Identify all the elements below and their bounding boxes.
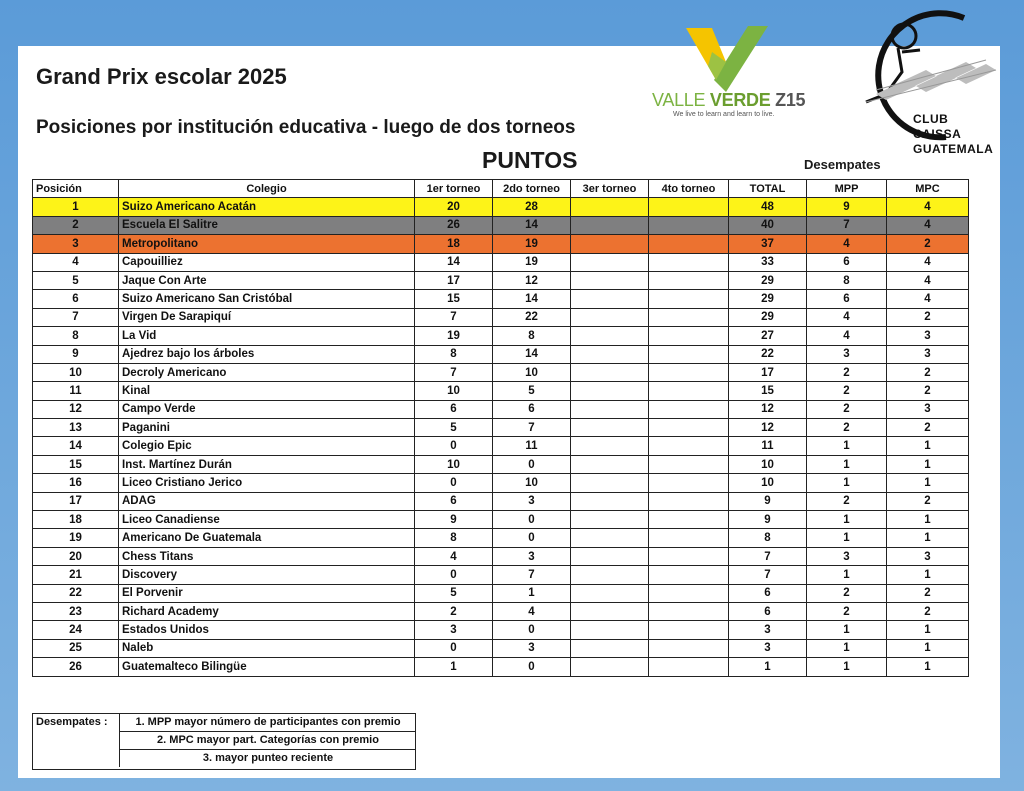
table-row [33, 474, 969, 492]
table-cell: 20 [415, 198, 493, 216]
table-cell [571, 271, 649, 289]
table-cell: 1 [887, 511, 969, 529]
table-cell: 7 [493, 419, 571, 437]
table-cell: 17 [33, 492, 119, 510]
school-name-cell: Guatemalteco Bilingüe [119, 658, 415, 676]
table-cell [649, 271, 729, 289]
school-name-cell: Ajedrez bajo los árboles [119, 345, 415, 363]
table-cell: 1 [729, 658, 807, 676]
school-name-cell: Paganini [119, 419, 415, 437]
table-cell: 5 [415, 419, 493, 437]
table-cell: 4 [807, 235, 887, 253]
school-name-cell: Suizo Americano Acatán [119, 198, 415, 216]
table-cell: 3 [887, 327, 969, 345]
table-row [33, 271, 969, 289]
table-row [33, 253, 969, 271]
caissa-line-1: CLUB [913, 112, 949, 126]
table-cell: 4 [887, 290, 969, 308]
school-name-cell: Escuela El Salitre [119, 216, 415, 234]
table-cell: 7 [415, 308, 493, 326]
school-name-cell: Naleb [119, 639, 415, 657]
table-cell: 6 [415, 400, 493, 418]
table-cell [571, 511, 649, 529]
table-cell: 9 [729, 511, 807, 529]
table-row [33, 382, 969, 400]
table-cell [649, 474, 729, 492]
table-cell [571, 547, 649, 565]
table-cell: 2 [807, 400, 887, 418]
table-cell: 2 [33, 216, 119, 234]
school-name-cell: Discovery [119, 566, 415, 584]
table-cell: 1 [807, 621, 887, 639]
table-cell: 6 [807, 253, 887, 271]
table-cell: 0 [493, 529, 571, 547]
table-cell: 4 [807, 327, 887, 345]
table-cell: 3 [493, 547, 571, 565]
standings-table [32, 179, 969, 677]
table-row [33, 308, 969, 326]
table-cell: 2 [807, 584, 887, 602]
table-cell: 33 [729, 253, 807, 271]
table-cell: 5 [493, 382, 571, 400]
table-cell: 1 [807, 455, 887, 473]
table-cell: 0 [415, 639, 493, 657]
table-row [33, 658, 969, 676]
table-cell: 0 [415, 437, 493, 455]
table-cell [571, 529, 649, 547]
table-cell: 1 [415, 658, 493, 676]
table-cell: 12 [33, 400, 119, 418]
table-cell: 14 [415, 253, 493, 271]
table-cell [571, 658, 649, 676]
table-cell [571, 419, 649, 437]
table-cell: 26 [33, 658, 119, 676]
school-name-cell: Colegio Epic [119, 437, 415, 455]
table-cell: 4 [887, 216, 969, 234]
table-cell: 1 [807, 437, 887, 455]
table-row [33, 621, 969, 639]
table-cell: 6 [33, 290, 119, 308]
table-cell [649, 308, 729, 326]
table-cell [571, 290, 649, 308]
page-title: Grand Prix escolar 2025 [36, 64, 287, 89]
table-cell: 7 [729, 547, 807, 565]
table-cell: 10 [33, 363, 119, 381]
table-cell: 3 [33, 235, 119, 253]
table-cell [649, 529, 729, 547]
table-cell: 10 [493, 474, 571, 492]
table-cell [649, 382, 729, 400]
table-cell [571, 216, 649, 234]
school-name-cell: Decroly Americano [119, 363, 415, 381]
table-row [33, 327, 969, 345]
valle-verde-tagline: We live to learn and learn to live. [673, 111, 775, 118]
school-name-cell: Kinal [119, 382, 415, 400]
table-cell [649, 437, 729, 455]
table-cell [571, 198, 649, 216]
table-cell: 2 [807, 492, 887, 510]
table-cell: 1 [807, 566, 887, 584]
table-cell: 2 [887, 419, 969, 437]
table-row [33, 198, 969, 216]
table-row [33, 547, 969, 565]
table-cell: 10 [729, 455, 807, 473]
table-cell [649, 327, 729, 345]
table-row [33, 602, 969, 620]
school-name-cell: Inst. Martínez Durán [119, 455, 415, 473]
school-name-cell: Richard Academy [119, 602, 415, 620]
table-cell: 4 [887, 198, 969, 216]
table-cell: 19 [33, 529, 119, 547]
table-cell: 1 [807, 511, 887, 529]
table-cell: 3 [807, 345, 887, 363]
table-cell: 21 [33, 566, 119, 584]
table-cell: 1 [887, 639, 969, 657]
table-cell: 12 [729, 419, 807, 437]
table-cell: 14 [33, 437, 119, 455]
table-cell [571, 327, 649, 345]
table-cell: 2 [887, 308, 969, 326]
table-row [33, 529, 969, 547]
club-caissa-wordmark [913, 112, 993, 157]
table-cell: 29 [729, 290, 807, 308]
table-cell: 11 [729, 437, 807, 455]
school-name-cell: Liceo Cristiano Jerico [119, 474, 415, 492]
table-cell: 3 [887, 345, 969, 363]
table-cell: 1 [887, 621, 969, 639]
column-header: TOTAL [729, 180, 807, 198]
table-cell: 3 [729, 621, 807, 639]
table-cell: 4 [887, 253, 969, 271]
table-cell: 24 [33, 621, 119, 639]
school-name-cell: Capouilliez [119, 253, 415, 271]
table-cell: 1 [887, 529, 969, 547]
table-cell: 9 [807, 198, 887, 216]
table-cell: 3 [887, 400, 969, 418]
table-cell [649, 235, 729, 253]
table-cell: 18 [33, 511, 119, 529]
table-cell: 1 [887, 474, 969, 492]
table-cell [571, 639, 649, 657]
table-cell [571, 492, 649, 510]
table-cell [571, 455, 649, 473]
table-cell: 15 [33, 455, 119, 473]
table-cell: 27 [729, 327, 807, 345]
table-cell [649, 363, 729, 381]
table-cell: 3 [887, 547, 969, 565]
table-cell: 0 [493, 455, 571, 473]
school-name-cell: La Vid [119, 327, 415, 345]
table-cell: 1 [887, 455, 969, 473]
table-row [33, 639, 969, 657]
table-cell: 2 [887, 363, 969, 381]
table-cell [649, 639, 729, 657]
table-cell: 19 [415, 327, 493, 345]
table-cell [649, 290, 729, 308]
table-cell: 19 [493, 235, 571, 253]
table-cell: 4 [33, 253, 119, 271]
page-subtitle: Posiciones por institución educativa - luego de dos torneos [36, 117, 576, 138]
table-cell: 11 [493, 437, 571, 455]
table-cell [571, 382, 649, 400]
table-cell: 9 [415, 511, 493, 529]
table-row [33, 345, 969, 363]
table-cell: 3 [729, 639, 807, 657]
table-cell: 2 [887, 584, 969, 602]
table-cell: 1 [807, 529, 887, 547]
school-name-cell: Jaque Con Arte [119, 271, 415, 289]
points-heading: PUNTOS [482, 147, 578, 173]
table-body [33, 198, 969, 676]
table-cell: 8 [415, 345, 493, 363]
table-cell: 3 [493, 639, 571, 657]
table-cell: 37 [729, 235, 807, 253]
school-name-cell: ADAG [119, 492, 415, 510]
table-cell: 5 [33, 271, 119, 289]
tiebreaker-label: Desempates : [36, 716, 108, 728]
table-cell: 7 [729, 566, 807, 584]
table-cell: 7 [415, 363, 493, 381]
table-cell: 10 [729, 474, 807, 492]
school-name-cell: Virgen De Sarapiquí [119, 308, 415, 326]
table-cell: 22 [493, 308, 571, 326]
table-cell: 8 [807, 271, 887, 289]
table-cell: 17 [729, 363, 807, 381]
table-cell: 23 [33, 602, 119, 620]
table-cell [649, 602, 729, 620]
table-row [33, 363, 969, 381]
table-cell: 3 [807, 547, 887, 565]
table-cell: 2 [887, 382, 969, 400]
table-cell: 15 [729, 382, 807, 400]
valle-verde-wordmark: VALLE VERDE Z15 [652, 90, 806, 110]
table-cell: 8 [33, 327, 119, 345]
school-name-cell: Estados Unidos [119, 621, 415, 639]
table-cell: 12 [493, 271, 571, 289]
table-cell: 14 [493, 216, 571, 234]
table-cell [649, 198, 729, 216]
tiebreaker-heading: Desempates [804, 157, 881, 172]
school-name-cell: Metropolitano [119, 235, 415, 253]
table-cell: 16 [33, 474, 119, 492]
table-cell: 6 [729, 584, 807, 602]
table-cell: 2 [807, 419, 887, 437]
column-header: 1er torneo [415, 180, 493, 198]
table-row [33, 437, 969, 455]
table-cell: 3 [415, 621, 493, 639]
table-cell: 7 [33, 308, 119, 326]
table-cell: 2 [887, 602, 969, 620]
school-name-cell: Liceo Canadiense [119, 511, 415, 529]
tiebreaker-item: 1. MPP mayor número de participantes con premio [119, 714, 416, 732]
table-cell: 29 [729, 308, 807, 326]
table-cell [571, 621, 649, 639]
table-row [33, 290, 969, 308]
table-cell: 29 [729, 271, 807, 289]
table-row [33, 566, 969, 584]
table-row [33, 419, 969, 437]
table-cell [571, 437, 649, 455]
table-header-row [33, 180, 969, 198]
table-cell: 5 [415, 584, 493, 602]
caissa-line-3: GUATEMALA [913, 142, 994, 156]
caissa-line-2: CAISSA [913, 127, 962, 141]
table-cell [571, 345, 649, 363]
table-cell [649, 419, 729, 437]
table-cell: 8 [729, 529, 807, 547]
school-name-cell: Suizo Americano San Cristóbal [119, 290, 415, 308]
table-cell [649, 253, 729, 271]
table-row [33, 511, 969, 529]
table-cell: 22 [729, 345, 807, 363]
table-cell: 25 [33, 639, 119, 657]
table-cell: 1 [807, 639, 887, 657]
table-cell [571, 235, 649, 253]
tiebreaker-item: 2. MPC mayor part. Categorías con premio [119, 732, 416, 750]
column-header: 4to torneo [649, 180, 729, 198]
table-cell: 18 [415, 235, 493, 253]
table-row [33, 455, 969, 473]
table-row [33, 492, 969, 510]
table-row [33, 216, 969, 234]
table-cell [571, 584, 649, 602]
column-header: Posición [33, 180, 119, 198]
table-cell: 48 [729, 198, 807, 216]
table-cell: 10 [493, 363, 571, 381]
table-cell: 6 [415, 492, 493, 510]
table-cell [571, 602, 649, 620]
table-cell: 2 [415, 602, 493, 620]
table-cell: 14 [493, 290, 571, 308]
table-cell: 11 [33, 382, 119, 400]
table-cell [571, 308, 649, 326]
table-cell: 1 [887, 437, 969, 455]
table-cell: 0 [415, 474, 493, 492]
table-cell: 40 [729, 216, 807, 234]
table-cell: 26 [415, 216, 493, 234]
table-cell [649, 345, 729, 363]
table-cell: 12 [729, 400, 807, 418]
table-cell: 7 [807, 216, 887, 234]
table-cell: 1 [887, 658, 969, 676]
column-header: 3er torneo [571, 180, 649, 198]
table-cell [571, 566, 649, 584]
table-row [33, 400, 969, 418]
table-cell [649, 566, 729, 584]
table-cell: 8 [415, 529, 493, 547]
table-cell: 2 [887, 492, 969, 510]
tiebreaker-item: 3. mayor punteo reciente [119, 750, 416, 767]
table-cell: 13 [33, 419, 119, 437]
column-header: Colegio [119, 180, 415, 198]
school-name-cell: Campo Verde [119, 400, 415, 418]
table-row [33, 584, 969, 602]
table-cell: 9 [729, 492, 807, 510]
table-cell: 2 [807, 363, 887, 381]
tiebreaker-legend [32, 713, 416, 770]
table-cell [649, 400, 729, 418]
table-cell: 17 [415, 271, 493, 289]
table-cell: 15 [415, 290, 493, 308]
table-cell: 9 [33, 345, 119, 363]
table-cell: 19 [493, 253, 571, 271]
table-cell: 0 [493, 658, 571, 676]
table-cell [649, 584, 729, 602]
school-name-cell: El Porvenir [119, 584, 415, 602]
table-cell: 3 [493, 492, 571, 510]
table-cell: 1 [807, 474, 887, 492]
table-cell: 0 [415, 566, 493, 584]
column-header: MPP [807, 180, 887, 198]
table-row [33, 235, 969, 253]
table-cell [571, 400, 649, 418]
table-cell: 4 [415, 547, 493, 565]
school-name-cell: Americano De Guatemala [119, 529, 415, 547]
table-cell: 20 [33, 547, 119, 565]
table-cell: 6 [807, 290, 887, 308]
table-cell: 1 [493, 584, 571, 602]
table-cell: 0 [493, 621, 571, 639]
table-cell: 28 [493, 198, 571, 216]
table-cell: 4 [887, 271, 969, 289]
table-cell: 10 [415, 382, 493, 400]
table-cell [649, 216, 729, 234]
table-cell [571, 253, 649, 271]
table-cell: 2 [807, 602, 887, 620]
table-cell [649, 455, 729, 473]
table-cell: 4 [493, 602, 571, 620]
table-cell: 8 [493, 327, 571, 345]
table-cell [649, 547, 729, 565]
column-header: MPC [887, 180, 969, 198]
table-cell [649, 621, 729, 639]
table-cell [571, 474, 649, 492]
table-cell: 10 [415, 455, 493, 473]
table-cell: 6 [493, 400, 571, 418]
table-cell: 22 [33, 584, 119, 602]
table-cell [649, 492, 729, 510]
table-cell: 1 [807, 658, 887, 676]
table-cell: 1 [887, 566, 969, 584]
table-cell [649, 658, 729, 676]
column-header: 2do torneo [493, 180, 571, 198]
table-cell [649, 511, 729, 529]
table-cell: 4 [807, 308, 887, 326]
table-cell: 14 [493, 345, 571, 363]
table-cell: 0 [493, 511, 571, 529]
table-cell: 2 [807, 382, 887, 400]
school-name-cell: Chess Titans [119, 547, 415, 565]
table-cell: 7 [493, 566, 571, 584]
table-cell: 6 [729, 602, 807, 620]
table-cell: 2 [887, 235, 969, 253]
table-cell [571, 363, 649, 381]
table-cell: 1 [33, 198, 119, 216]
